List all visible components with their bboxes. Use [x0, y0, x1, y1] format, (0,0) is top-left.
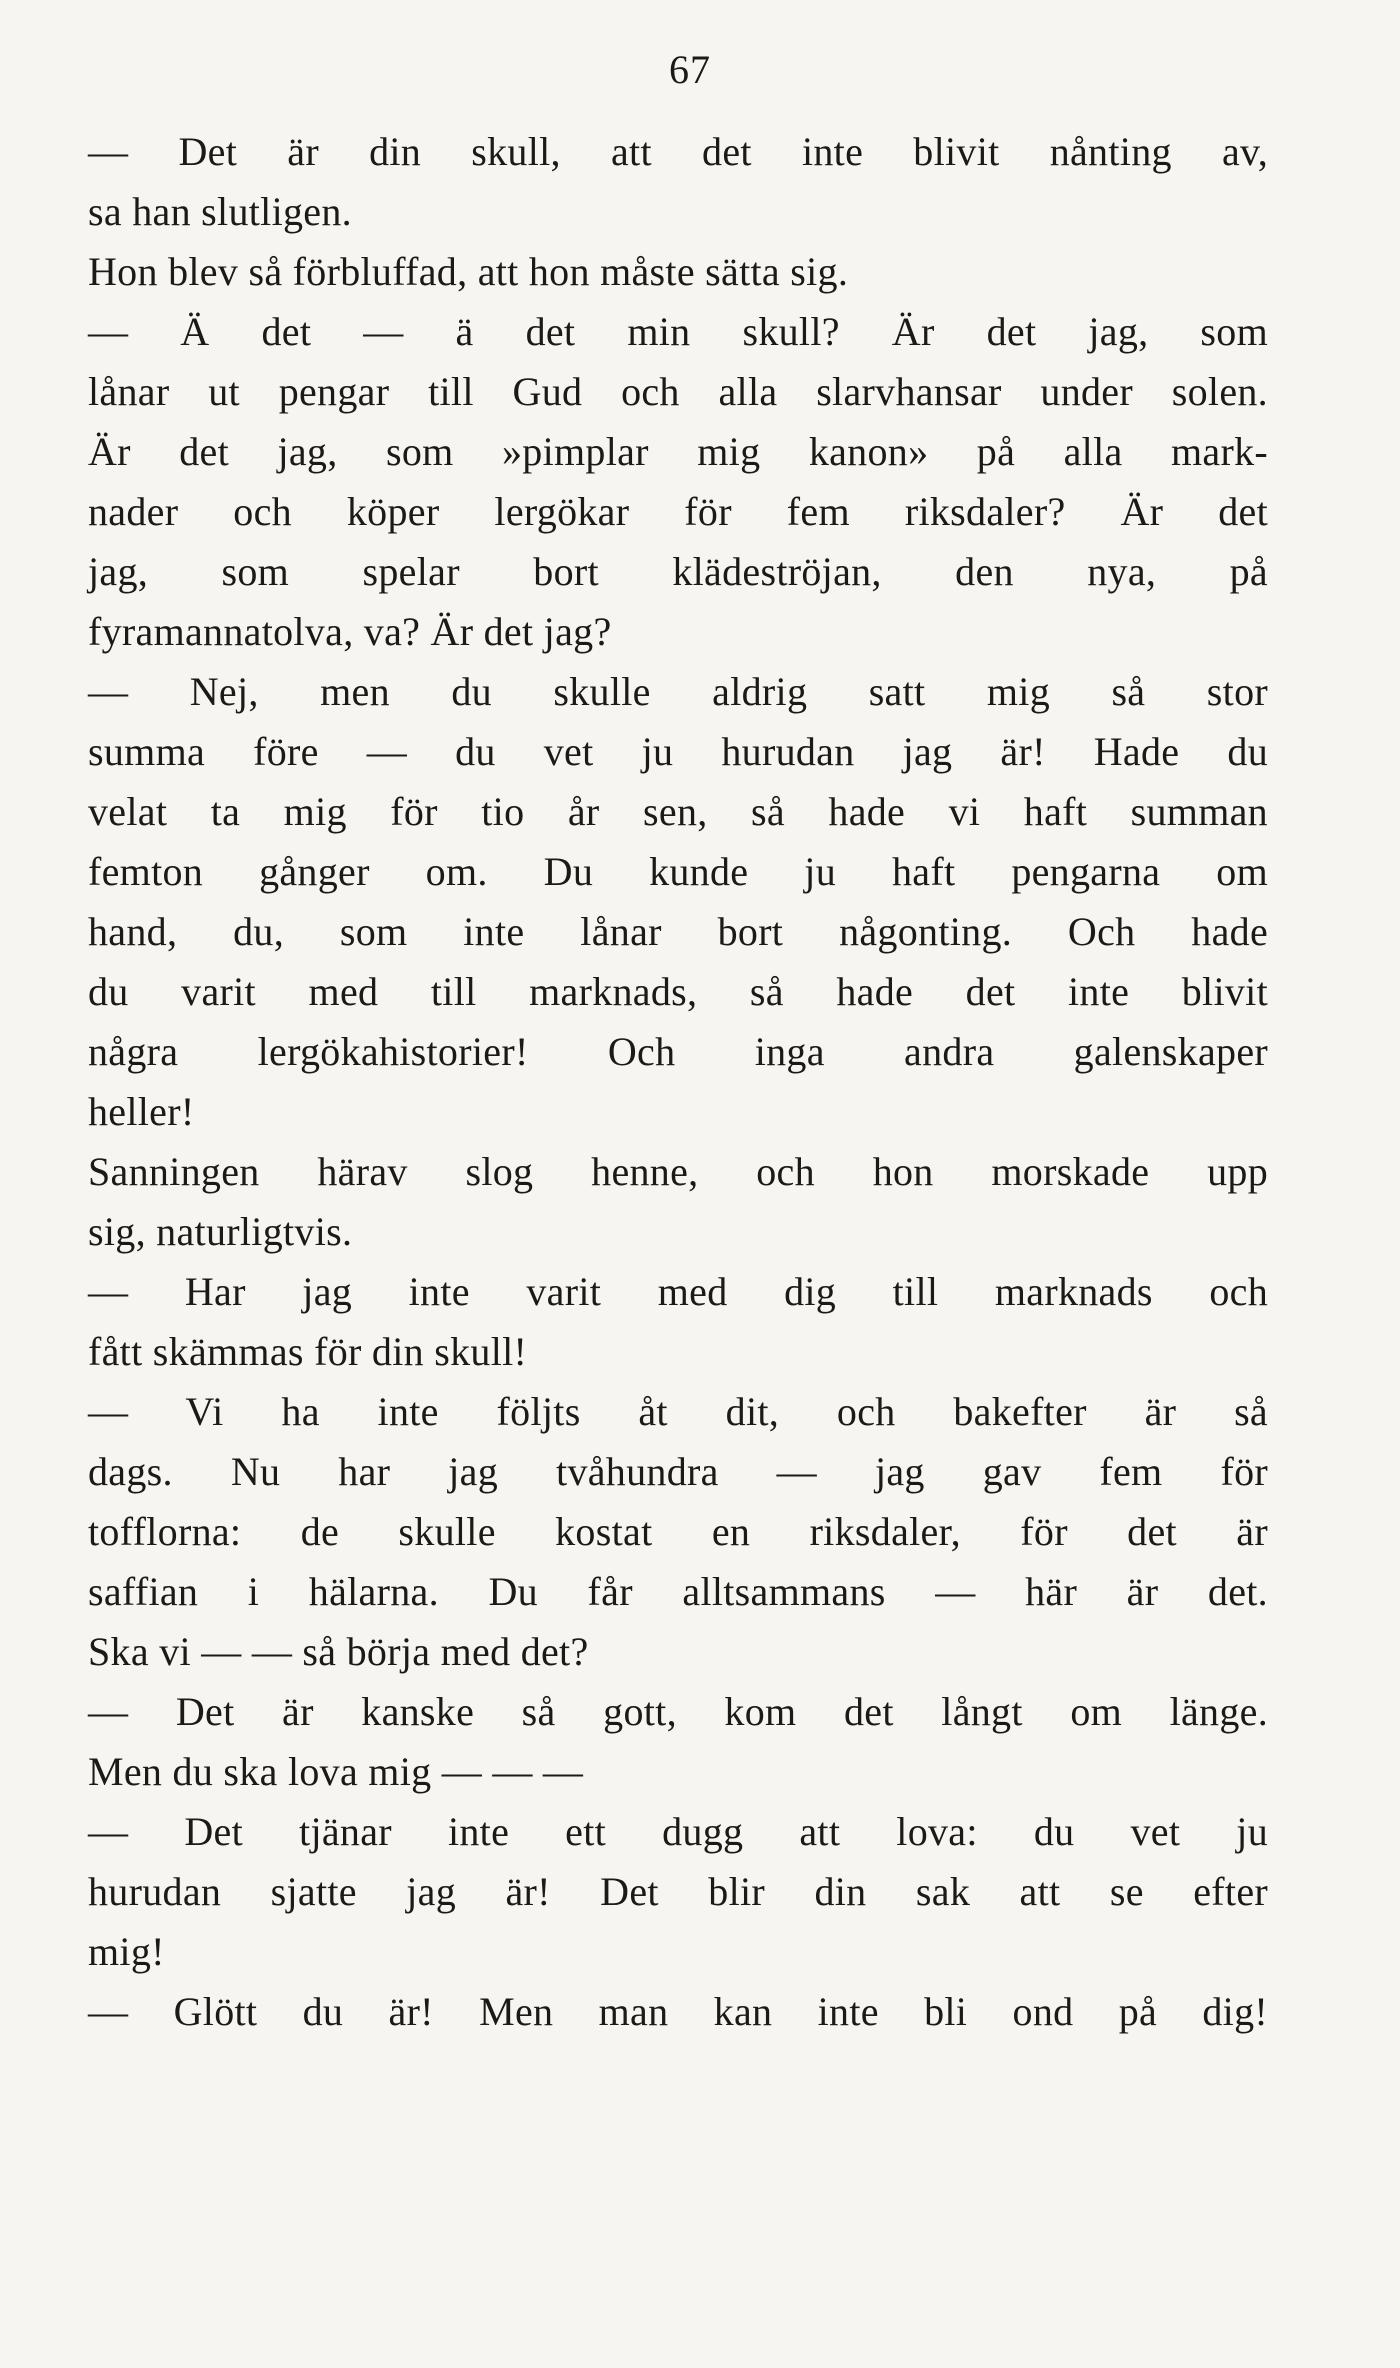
text-line: fått skämmas för din skull! — [88, 1329, 528, 1374]
text-line: summa före — du vet ju hurudan jag är! Hade du — [88, 729, 1268, 774]
text-line: fyramannatolva, va? Är det jag? — [88, 609, 612, 654]
text-line: jag, som spelar bort klädeströjan, den nya, på — [88, 549, 1268, 594]
text-line: femton gånger om. Du kunde ju haft pengarna om — [88, 849, 1268, 894]
text-line: hand, du, som inte lånar bort någonting. Och hade — [88, 909, 1268, 954]
text-line: heller! — [88, 1089, 195, 1134]
text-line: dags. Nu har jag tvåhundra — jag gav fem för — [88, 1449, 1268, 1494]
text-line: — Ä det — ä det min skull? Är det jag, som — [88, 309, 1268, 354]
text-line: — Glött du är! Men man kan inte bli ond på dig! — [88, 1989, 1268, 2034]
text-line: sig, naturligtvis. — [88, 1209, 353, 1254]
text-line: — Nej, men du skulle aldrig satt mig så stor — [88, 669, 1268, 714]
text-line: hurudan sjatte jag är! Det blir din sak att se efter — [88, 1869, 1268, 1914]
text-line: velat ta mig för tio år sen, så hade vi haft summan — [88, 789, 1268, 834]
text-line: — Har jag inte varit med dig till marknads och — [88, 1269, 1268, 1314]
text-line: Men du ska lova mig — — — — [88, 1749, 584, 1794]
text-line: nader och köper lergökar för fem riksdaler? Är det — [88, 489, 1268, 534]
text-line: Hon blev så förbluffad, att hon måste sätta sig. — [88, 249, 849, 294]
text-line: tofflorna: de skulle kostat en riksdaler, för det är — [88, 1509, 1268, 1554]
text-line: lånar ut pengar till Gud och alla slarvhansar under solen. — [88, 369, 1268, 414]
text-line: — Det tjänar inte ett dugg att lova: du vet ju — [88, 1809, 1268, 1854]
text-line: — Det är kanske så gott, kom det långt om länge. — [88, 1689, 1268, 1734]
text-line: du varit med till marknads, så hade det inte blivit — [88, 969, 1268, 1014]
text-line: — Det är din skull, att det inte blivit nånting av, — [88, 129, 1268, 174]
text-line: mig! — [88, 1929, 165, 1974]
text-line: Ska vi — — så börja med det? — [88, 1629, 589, 1674]
text-line: — Vi ha inte följts åt dit, och bakefter är så — [88, 1389, 1268, 1434]
body-text — [88, 122, 1268, 2042]
text-line: några lergökahistorier! Och inga andra galenskaper — [88, 1029, 1268, 1074]
text-line: sa han slutligen. — [88, 189, 352, 234]
text-line: saffian i hälarna. Du får alltsammans — här är det. — [88, 1569, 1268, 1614]
text-line: Sanningen härav slog henne, och hon morskade upp — [88, 1149, 1268, 1194]
page-number: 67 — [669, 47, 711, 92]
text-line: Är det jag, som »pimplar mig kanon» på alla mark- — [88, 429, 1268, 474]
